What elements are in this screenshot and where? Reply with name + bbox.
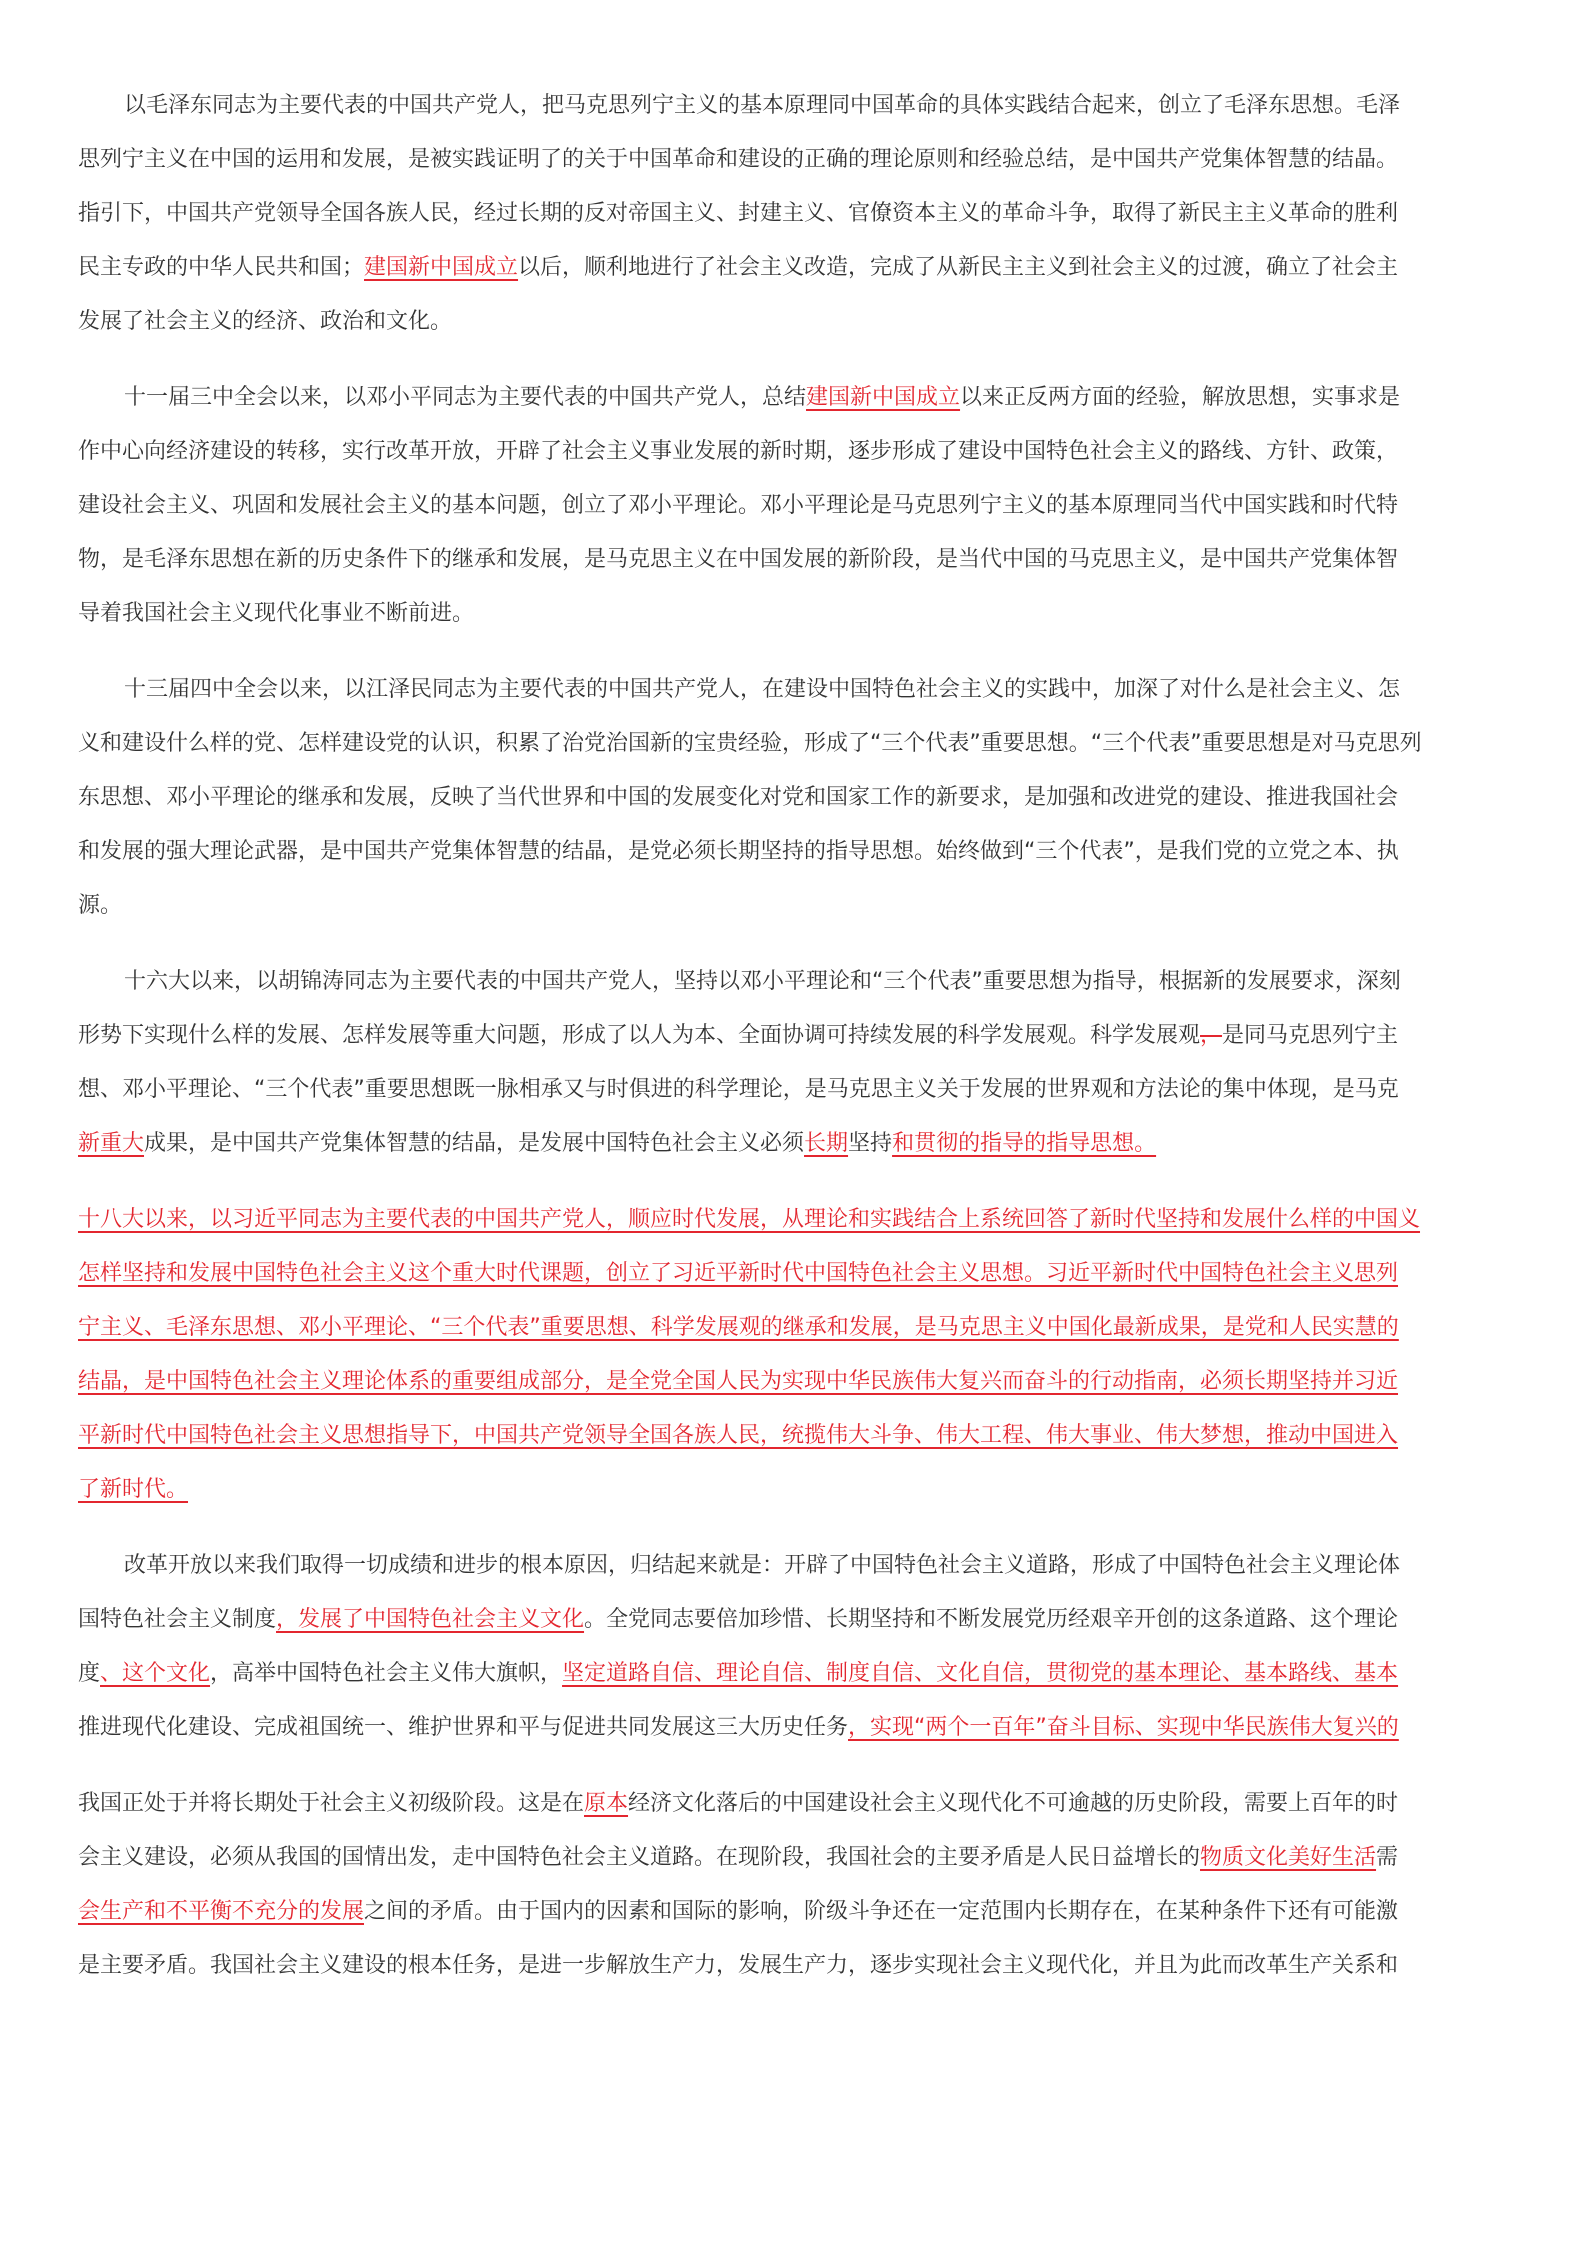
text-line (78, 832, 1518, 882)
text-segment: 之间的矛盾。由于国内的因素和国际的影响，阶级斗争还在一定范围内长期存在，在某种条件下还有可能激 (364, 1899, 1399, 1924)
text-segment: 想、邓小平理论、“三个代表”重要思想既一脉相承又与时俱进的科学理论，是马克思主义关于发展的世界观和方法论的集中体现，是马克 (78, 1077, 1399, 1102)
text-line (78, 1892, 1518, 1942)
text-segment: 改革开放以来我们取得一切成绩和进步的根本原因，归结起来就是：开辟了中国特色社会主义道路，形成了中国特色社会主义理论体 (124, 1553, 1401, 1578)
inserted-text: 建国新中国成立 (806, 385, 961, 410)
text-segment: 。全党同志要倍加珍惜、长期坚持和不断发展党历经艰辛开创的这条道路、这个理论 (584, 1607, 1399, 1632)
inserted-text: 坚定道路自信、理论自信、制度自信、文化自信，贯彻党的基本理论、基本路线、基本 (562, 1661, 1399, 1686)
text-line (78, 1546, 1564, 1596)
text-segment: 作中心向经济建设的转移，实行改革开放，开辟了社会主义事业发展的新时期，逐步形成了建设中国特色社会主义的路线、方针、政策， (78, 439, 1399, 464)
text-segment: 东思想、邓小平理论的继承和发展，反映了当代世界和中国的发展变化对党和国家工作的新要求，是加强和改进党的建设、推进我国社会 (78, 785, 1399, 810)
text-line (78, 302, 1518, 352)
text-segment: 推进现代化建设、完成祖国统一、维护世界和平与促进共同发展这三大历史任务 (78, 1715, 849, 1740)
text-line (78, 1838, 1518, 1888)
text-segment: 坚持 (848, 1131, 893, 1156)
inserted-text: 怎样坚持和发展中国特色社会主义这个重大时代课题，创立了习近平新时代中国特色社会主义思想。习近平新时代中国特色社会主义思列 (78, 1261, 1399, 1286)
text-line (78, 1470, 1518, 1520)
text-line (78, 140, 1518, 190)
inserted-text: 宁主义、毛泽东思想、邓小平理论、“三个代表”重要思想、科学发展观的继承和发展，是马克思主义中国化最新成果，是党和人民实慧的 (78, 1315, 1399, 1340)
text-line (78, 886, 1518, 936)
text-line (78, 1070, 1518, 1120)
text-segment: 和发展的强大理论武器，是中国共产党集体智慧的结晶，是党必须长期坚持的指导思想。始终做到“三个代表”，是我们党的立党之本、执 (78, 839, 1399, 864)
inserted-text: 会生产和不平衡不充分的发展 (78, 1899, 365, 1924)
text-line (78, 1308, 1518, 1358)
text-line (78, 1016, 1518, 1066)
text-line (78, 86, 1564, 136)
text-segment: 经济文化落后的中国建设社会主义现代化不可逾越的历史阶段，需要上百年的时 (628, 1791, 1399, 1816)
text-line (78, 1124, 1518, 1174)
text-segment: 国特色社会主义制度 (78, 1607, 277, 1632)
text-line (78, 962, 1564, 1012)
text-segment: 以后，顺利地进行了社会主义改造，完成了从新民主主义到社会主义的过渡，确立了社会主 (518, 255, 1399, 280)
text-segment: 是主要矛盾。我国社会主义建设的根本任务，是进一步解放生产力，发展生产力，逐步实现社会主义现代化，并且为此而改革生产关系和 (78, 1953, 1399, 1978)
inserted-text: 新重大 (78, 1131, 145, 1156)
inserted-text: ，发展了中国特色社会主义文化 (276, 1607, 585, 1632)
inserted-text: 长期 (804, 1131, 849, 1156)
text-line (78, 1946, 1518, 1996)
text-segment: 物，是毛泽东思想在新的历史条件下的继承和发展，是马克思主义在中国发展的新阶段，是当代中国的马克思主义，是中国共产党集体智 (78, 547, 1399, 572)
text-segment: 义和建设什么样的党、怎样建设党的认识，积累了治党治国新的宝贵经验，形成了“三个代表”重要思想。“三个代表”重要思想是对马克思列 (78, 731, 1422, 756)
text-segment: 民主专政的中华人民共和国； (78, 255, 365, 280)
text-line (78, 540, 1518, 590)
inserted-text: 建国新中国成立 (364, 255, 519, 280)
text-line (78, 594, 1518, 644)
inserted-text: ，实现“两个一百年”奋斗目标、实现中华民族伟大复兴的 (848, 1715, 1399, 1740)
text-segment: 需 (1376, 1845, 1399, 1870)
text-segment: 指引下，中国共产党领导全国各族人民，经过长期的反对帝国主义、封建主义、官僚资本主义的革命斗争，取得了新民主主义革命的胜利 (78, 201, 1399, 226)
text-line (78, 1416, 1518, 1466)
inserted-text: 原本 (584, 1791, 629, 1816)
text-segment: 以毛泽东同志为主要代表的中国共产党人，把马克思列宁主义的基本原理同中国革命的具体实践结合起来，创立了毛泽东思想。毛泽 (124, 93, 1401, 118)
text-segment: 建设社会主义、巩固和发展社会主义的基本问题，创立了邓小平理论。邓小平理论是马克思列宁主义的基本原理同当代中国实践和时代特 (78, 493, 1399, 518)
text-line (78, 1708, 1518, 1758)
inserted-text: 和贯彻的指导的指导思想。 (892, 1131, 1157, 1156)
text-segment: 思列宁主义在中国的运用和发展，是被实践证明了的关于中国革命和建设的正确的理论原则和经验总结，是中国共产党集体智慧的结晶。 (78, 147, 1399, 172)
inserted-text: 物质文化美好生活 (1200, 1845, 1377, 1870)
inserted-text: 结晶，是中国特色社会主义理论体系的重要组成部分，是全党全国人民为实现中华民族伟大复兴而奋斗的行动指南，必须长期坚持并习近 (78, 1369, 1399, 1394)
text-segment: 源。 (78, 893, 123, 918)
text-segment: 以来正反两方面的经验，解放思想，实事求是 (960, 385, 1401, 410)
text-segment: 是同马克思列宁主 (1222, 1023, 1399, 1048)
inserted-text: 、这个文化 (100, 1661, 211, 1686)
text-line (78, 1200, 1518, 1250)
inserted-text: 十八大以来，以习近平同志为主要代表的中国共产党人，顺应时代发展，从理论和实践结合上系统回答了新时代坚持和发展什么样的中国义 (78, 1207, 1421, 1232)
text-segment: 十三届四中全会以来，以江泽民同志为主要代表的中国共产党人，在建设中国特色社会主义的实践中，加深了对什么是社会主义、怎 (124, 677, 1401, 702)
text-segment: 会主义建设，必须从我国的国情出发，走中国特色社会主义道路。在现阶段，我国社会的主要矛盾是人民日益增长的 (78, 1845, 1201, 1870)
text-segment: 成果，是中国共产党集体智慧的结晶，是发展中国特色社会主义必须 (144, 1131, 805, 1156)
text-line (78, 1600, 1518, 1650)
text-segment: 导着我国社会主义现代化事业不断前进。 (78, 601, 475, 626)
text-line (78, 194, 1518, 244)
inserted-text: 平新时代中国特色社会主义思想指导下，中国共产党领导全国各族人民，统揽伟大斗争、伟大工程、伟大事业、伟大梦想，推动中国进入 (78, 1423, 1399, 1448)
text-segment: 十六大以来，以胡锦涛同志为主要代表的中国共产党人，坚持以邓小平理论和“三个代表”重要思想为指导，根据新的发展要求，深刻 (124, 969, 1401, 994)
text-segment: 形势下实现什么样的发展、怎样发展等重大问题，形成了以人为本、全面协调可持续发展的科学发展观。科学发展观 (78, 1023, 1201, 1048)
text-line (78, 1654, 1518, 1704)
text-line (78, 1362, 1518, 1412)
text-segment: 十一届三中全会以来，以邓小平同志为主要代表的中国共产党人，总结 (124, 385, 807, 410)
text-line (78, 486, 1518, 536)
text-segment: 发展了社会主义的经济、政治和文化。 (78, 309, 453, 334)
text-line (78, 670, 1564, 720)
text-segment: 度 (78, 1661, 101, 1686)
text-line (78, 248, 1518, 298)
inserted-text: 了新时代。 (78, 1477, 189, 1502)
text-line (78, 1784, 1518, 1834)
deleted-text: ， (1200, 1023, 1223, 1048)
text-segment: 我国正处于并将长期处于社会主义初级阶段。这是在 (78, 1791, 585, 1816)
text-line (78, 378, 1564, 428)
text-line (78, 724, 1518, 774)
text-line (78, 778, 1518, 828)
text-line (78, 1254, 1518, 1304)
text-line (78, 432, 1518, 482)
text-segment: ，高举中国特色社会主义伟大旗帜， (210, 1661, 563, 1686)
